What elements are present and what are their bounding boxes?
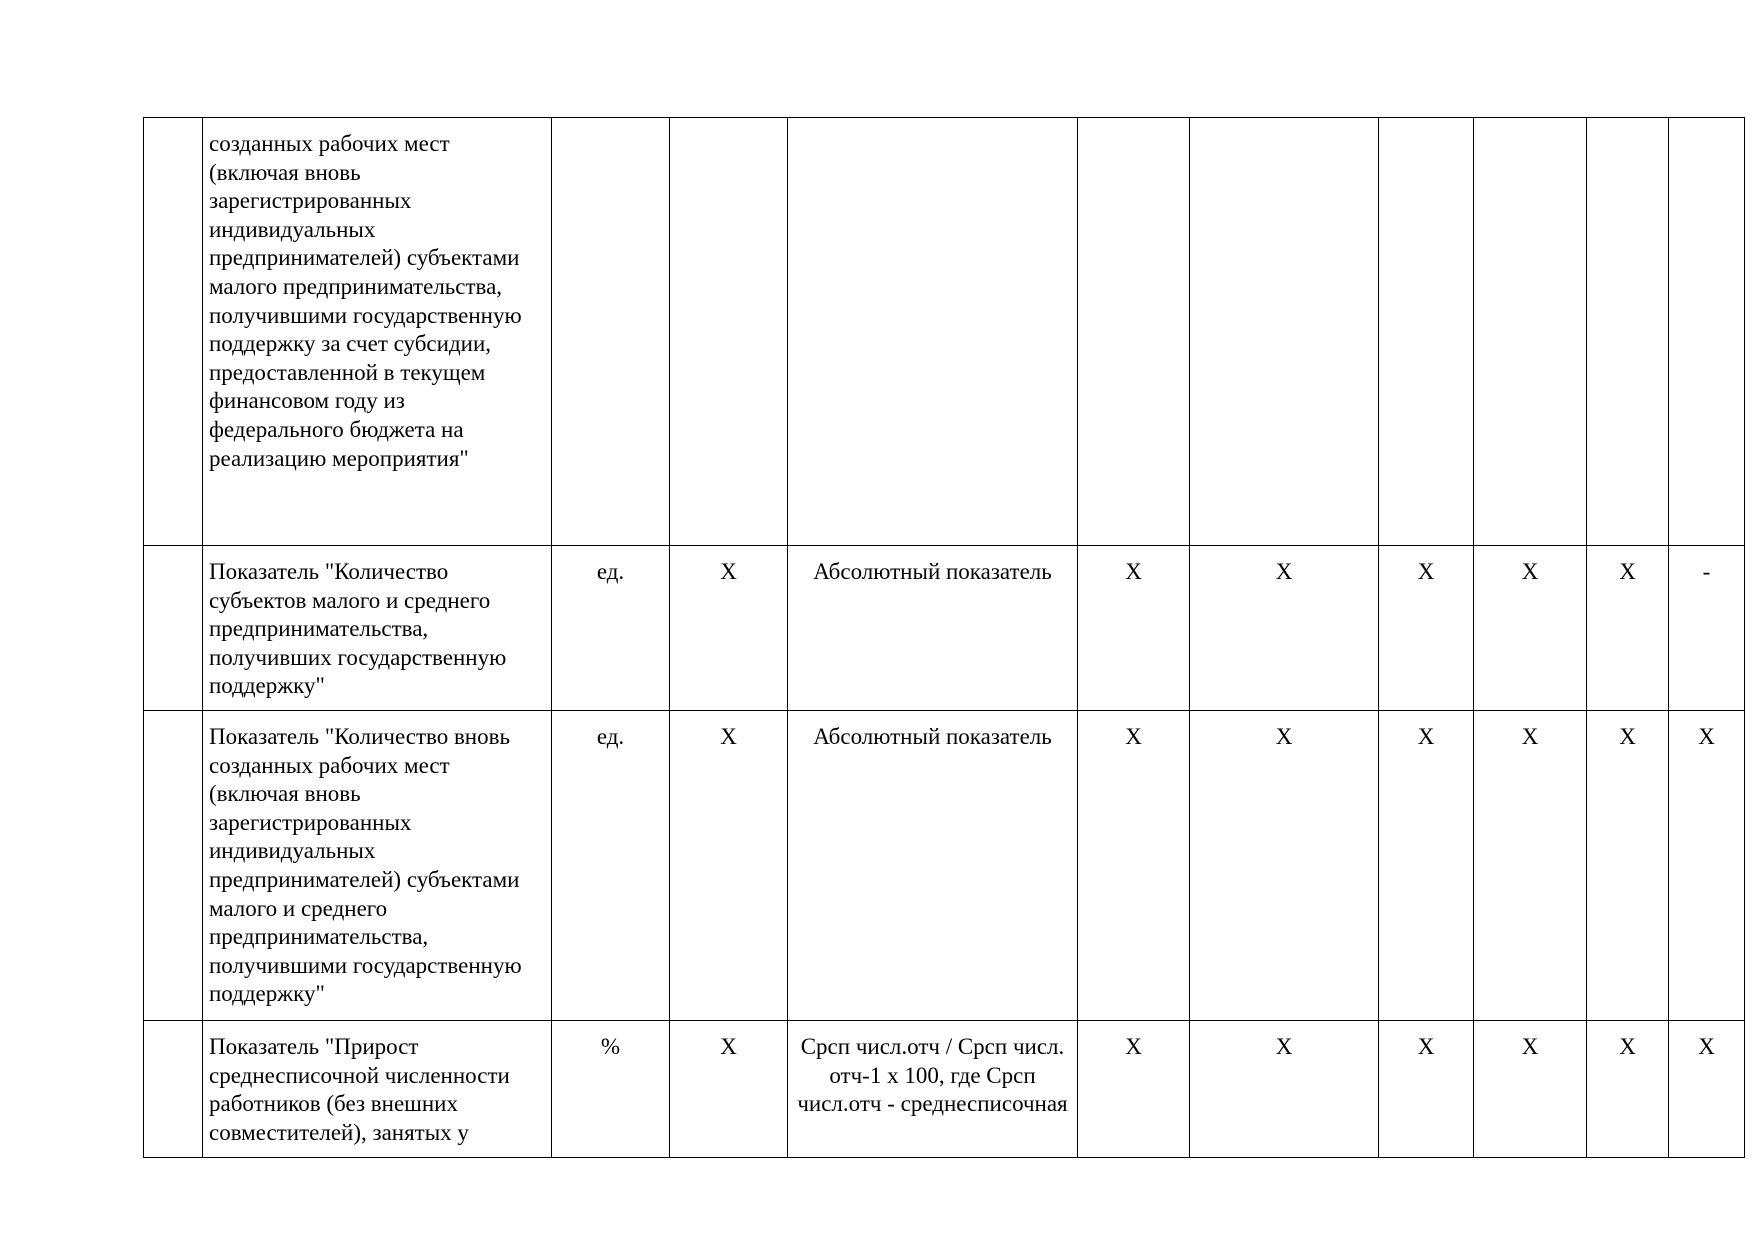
value-cell: X [670,1021,788,1158]
value-cell [670,118,788,546]
value-cell: X [1190,546,1379,711]
value-cell [1474,118,1587,546]
indicators-table [143,117,1745,1158]
table-row [144,118,1745,546]
row-number-cell [144,546,203,711]
value-cell: X [1669,1021,1745,1158]
value-cell: X [1474,1021,1587,1158]
unit-cell: ед. [552,711,670,1021]
unit-cell: ед. [552,546,670,711]
value-cell: X [1190,711,1379,1021]
value-cell: - [1669,546,1745,711]
value-cell [1078,118,1190,546]
value-cell: X [1587,711,1669,1021]
row-number-cell [144,118,203,546]
row-number-cell [144,711,203,1021]
value-cell: X [1587,546,1669,711]
value-cell: X [1078,1021,1190,1158]
value-cell [1669,118,1745,546]
row-number-cell [144,1021,203,1158]
table-row [144,1021,1745,1158]
value-cell: X [670,546,788,711]
table-row [144,546,1745,711]
value-cell: X [1474,711,1587,1021]
value-cell [1190,118,1379,546]
table-row [144,711,1745,1021]
value-cell [1587,118,1669,546]
indicator-name-cell: созданных рабочих мест (включая вновь зарегистрированных индивидуальных предпринимателей) субъектами малого предпринимательства, получившими государственную поддержку за счет субсидии, предоставленной в текущем финансовом году из федерального бюджета на реализацию мероприятия" [203,118,552,546]
unit-cell: % [552,1021,670,1158]
calculation-method-cell: Срсп числ.отч / Срсп числ. отч-1 х 100, где Срсп числ.отч - среднесписочная [788,1021,1078,1158]
calculation-method-cell: Абсолютный показатель [788,711,1078,1021]
value-cell: X [1078,546,1190,711]
indicator-name-cell: Показатель "Прирост среднесписочной численности работников (без внешних совместителей), занятых у [203,1021,552,1158]
value-cell: X [1474,546,1587,711]
value-cell: X [1379,1021,1474,1158]
indicator-name-cell: Показатель "Количество субъектов малого и среднего предпринимательства, получивших государственную поддержку" [203,546,552,711]
value-cell: X [1190,1021,1379,1158]
value-cell: X [1078,711,1190,1021]
indicator-name-cell: Показатель "Количество вновь созданных рабочих мест (включая вновь зарегистрированных индивидуальных предпринимателей) субъектами малого и среднего предпринимательства, получившими государственную поддержку" [203,711,552,1021]
calculation-method-cell [788,118,1078,546]
value-cell: X [1669,711,1745,1021]
value-cell: X [670,711,788,1021]
value-cell [1379,118,1474,546]
value-cell: X [1379,711,1474,1021]
unit-cell [552,118,670,546]
calculation-method-cell: Абсолютный показатель [788,546,1078,711]
value-cell: X [1379,546,1474,711]
value-cell: X [1587,1021,1669,1158]
